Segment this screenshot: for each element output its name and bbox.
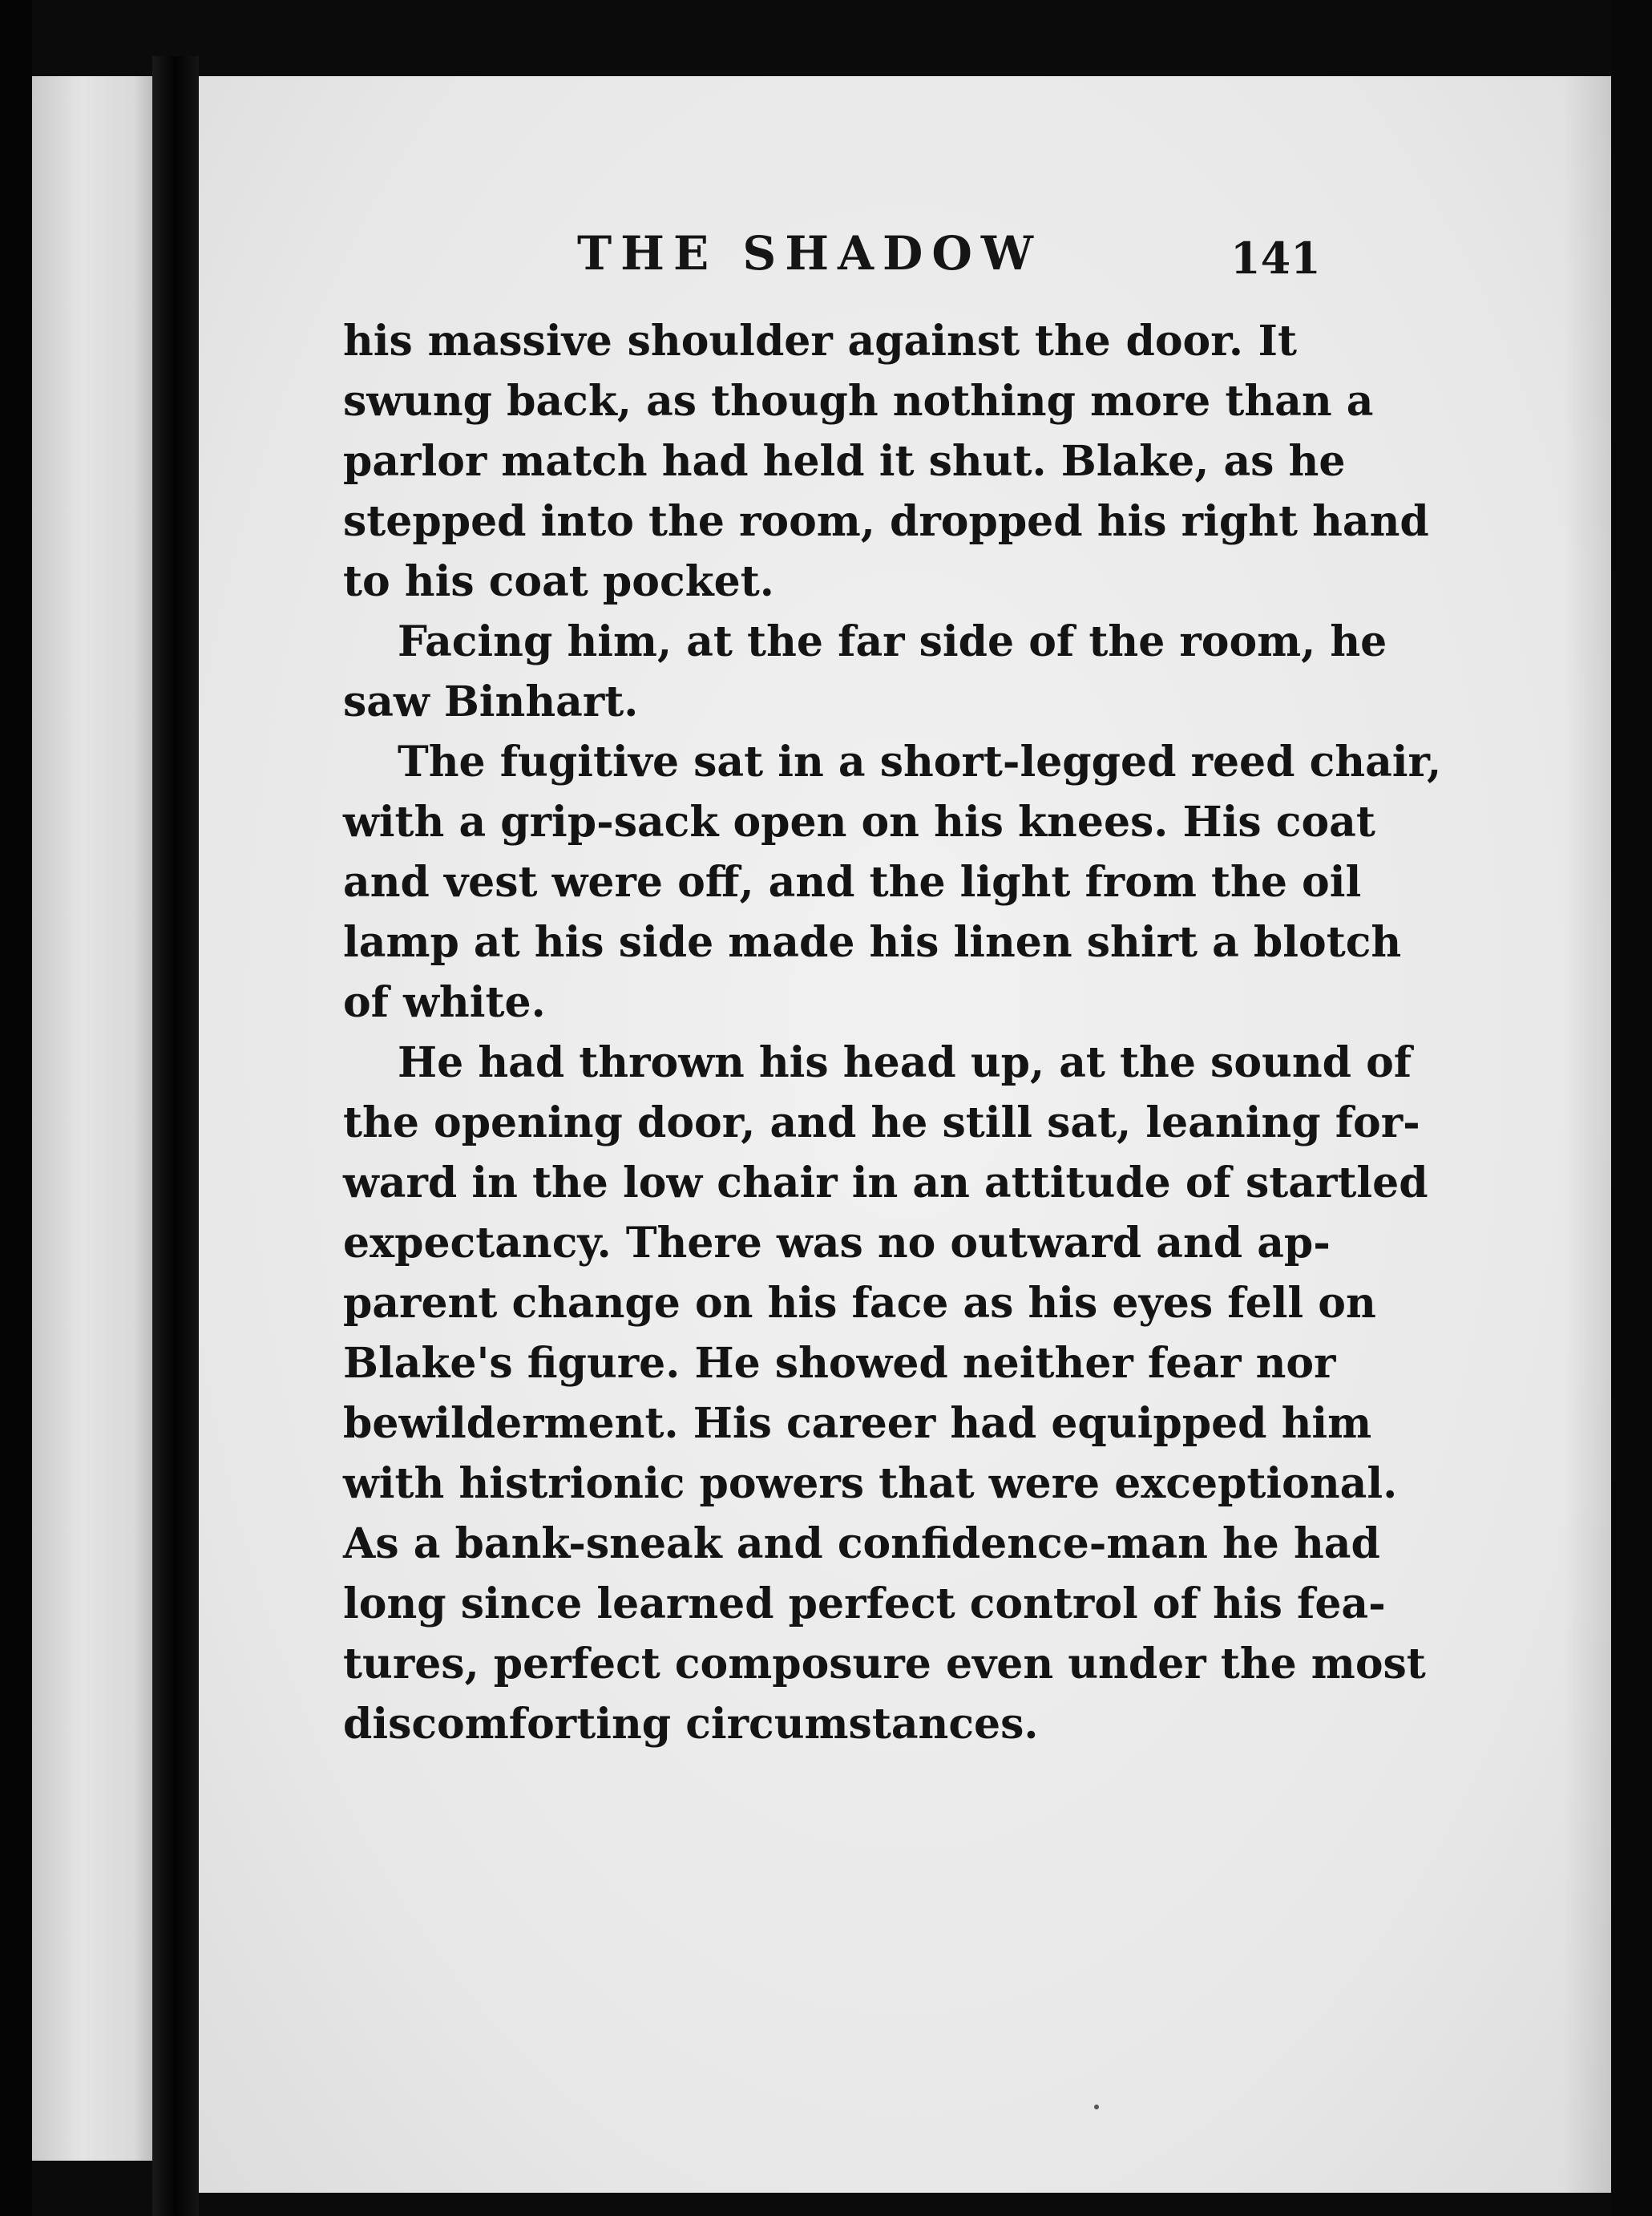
page-speck [1094, 2105, 1099, 2109]
text-line: discomforting circumstances. [343, 1700, 1039, 1749]
text-line: expectancy. There was no outward and ap- [343, 1219, 1331, 1268]
text-line: parent change on his face as his eyes fell on [343, 1279, 1376, 1328]
text-line: He had thrown his head up, at the sound of [398, 1038, 1412, 1087]
text-line: with a grip-sack open on his knees. His coat [343, 798, 1375, 847]
paragraph [343, 612, 1387, 732]
text-line: with histrionic powers that were exceptional. [343, 1459, 1398, 1508]
text-line: saw Binhart. [343, 677, 639, 726]
scan-border-right [1611, 0, 1652, 2216]
text-line: and vest were off, and the light from the oil [343, 858, 1362, 907]
text-line: ward in the low chair in an attitude of startled [343, 1159, 1428, 1207]
text-line: As a bank-sneak and confidence-man he had [343, 1519, 1380, 1568]
paragraph [343, 311, 1429, 612]
text-line: long since learned perfect control of his fea- [343, 1579, 1386, 1628]
text-line: bewilderment. His career had equipped him [343, 1399, 1372, 1448]
text-line: the opening door, and he still sat, leaning for- [343, 1098, 1420, 1147]
text-line: lamp at his side made his linen shirt a blotch [343, 918, 1402, 967]
text-line: to his coat pocket. [343, 557, 774, 606]
paragraph [343, 732, 1442, 1033]
body-text [343, 311, 1442, 1754]
text-line: his massive shoulder against the door. It [343, 317, 1297, 366]
text-line: Blake's figure. He showed neither fear nor [343, 1339, 1336, 1388]
running-head: THE SHADOW [577, 226, 1043, 281]
text-line: swung back, as though nothing more than a [343, 377, 1374, 426]
page-number: 141 [1230, 233, 1321, 284]
paragraph [343, 1033, 1428, 1754]
text-line: parlor match had held it shut. Blake, as he [343, 437, 1346, 486]
book-gutter [152, 56, 199, 2216]
scan-border-left [0, 0, 32, 2216]
facing-page-edge [32, 76, 152, 2161]
text-line: tures, perfect composure even under the most [343, 1640, 1426, 1688]
text-line: stepped into the room, dropped his right hand [343, 497, 1429, 546]
text-line: of white. [343, 978, 546, 1027]
text-line: The fugitive sat in a short-legged reed chair, [398, 738, 1442, 787]
text-line: Facing him, at the far side of the room, he [398, 617, 1387, 666]
